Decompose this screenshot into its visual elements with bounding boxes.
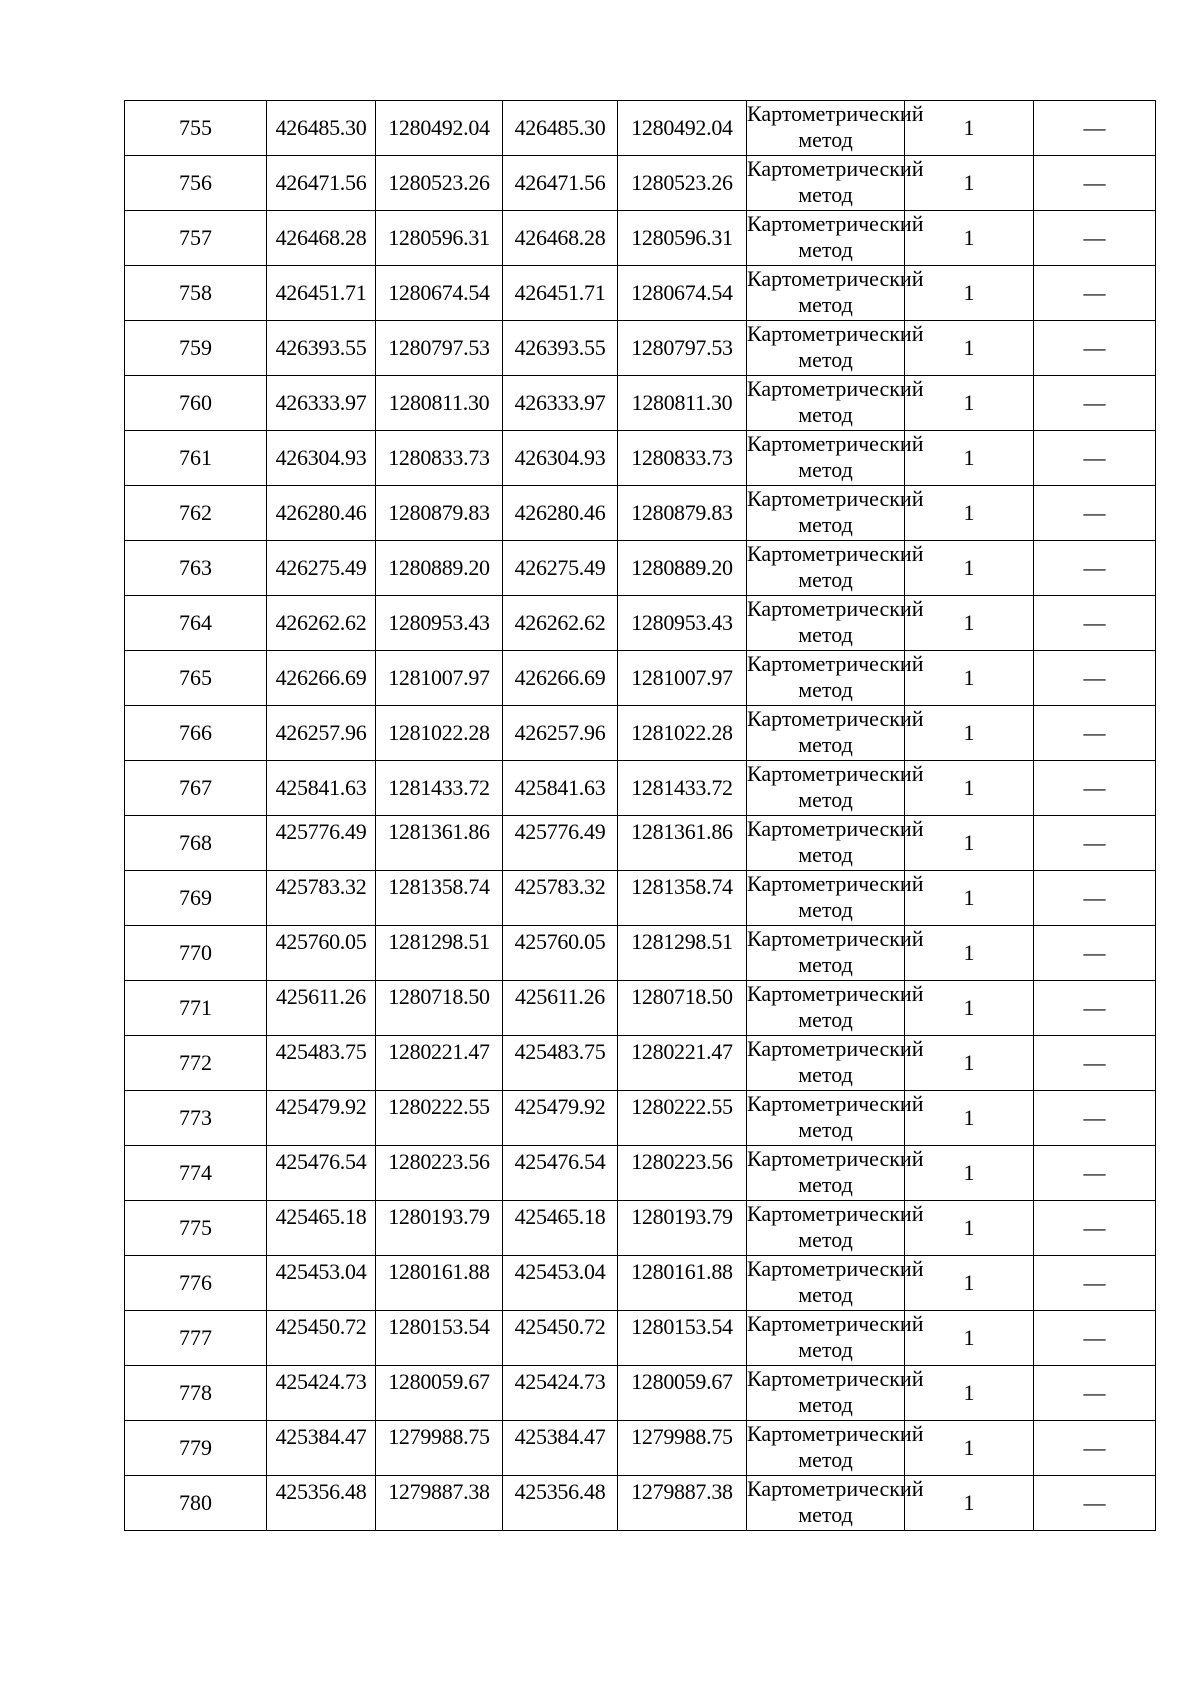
point-number-cell: 761 xyxy=(125,431,267,486)
table-row xyxy=(125,211,1156,266)
point-number-cell: 757 xyxy=(125,211,267,266)
y-coordinate-new-cell: 1281007.97 xyxy=(618,651,747,706)
y-coordinate-existing-cell: 1280811.30 xyxy=(376,376,503,431)
accuracy-cell: 1 xyxy=(905,321,1034,376)
y-coordinate-new-cell: 1280492.04 xyxy=(618,101,747,156)
y-coordinate-existing-cell: 1281433.72 xyxy=(376,761,503,816)
x-coordinate-new-cell: 426468.28 xyxy=(503,211,618,266)
x-coordinate-existing-cell: 425384.47 xyxy=(267,1421,376,1476)
accuracy-cell: 1 xyxy=(905,1476,1034,1531)
method-cell: Картометрический метод xyxy=(747,1421,905,1476)
y-coordinate-existing-cell: 1280492.04 xyxy=(376,101,503,156)
note-cell: — xyxy=(1034,1036,1156,1091)
method-cell: Картометрический метод xyxy=(747,1311,905,1366)
y-coordinate-new-cell: 1280523.26 xyxy=(618,156,747,211)
table-row xyxy=(125,926,1156,981)
table-row xyxy=(125,761,1156,816)
x-coordinate-new-cell: 426393.55 xyxy=(503,321,618,376)
x-coordinate-new-cell: 426451.71 xyxy=(503,266,618,321)
note-cell: — xyxy=(1034,926,1156,981)
accuracy-cell: 1 xyxy=(905,376,1034,431)
table-row xyxy=(125,1421,1156,1476)
note-cell: — xyxy=(1034,376,1156,431)
x-coordinate-new-cell: 425479.92 xyxy=(503,1091,618,1146)
y-coordinate-new-cell: 1280222.55 xyxy=(618,1091,747,1146)
method-cell: Картометрический метод xyxy=(747,1366,905,1421)
x-coordinate-new-cell: 425841.63 xyxy=(503,761,618,816)
accuracy-cell: 1 xyxy=(905,1036,1034,1091)
note-cell: — xyxy=(1034,266,1156,321)
method-cell: Картометрический метод xyxy=(747,376,905,431)
x-coordinate-existing-cell: 426304.93 xyxy=(267,431,376,486)
method-cell: Картометрический метод xyxy=(747,1201,905,1256)
y-coordinate-new-cell: 1280889.20 xyxy=(618,541,747,596)
note-cell: — xyxy=(1034,1476,1156,1531)
x-coordinate-new-cell: 425424.73 xyxy=(503,1366,618,1421)
note-cell: — xyxy=(1034,1311,1156,1366)
y-coordinate-existing-cell: 1280161.88 xyxy=(376,1256,503,1311)
y-coordinate-existing-cell: 1281298.51 xyxy=(376,926,503,981)
method-cell: Картометрический метод xyxy=(747,816,905,871)
method-cell: Картометрический метод xyxy=(747,981,905,1036)
y-coordinate-existing-cell: 1281007.97 xyxy=(376,651,503,706)
point-number-cell: 759 xyxy=(125,321,267,376)
y-coordinate-new-cell: 1280153.54 xyxy=(618,1311,747,1366)
x-coordinate-existing-cell: 426485.30 xyxy=(267,101,376,156)
accuracy-cell: 1 xyxy=(905,211,1034,266)
y-coordinate-new-cell: 1279887.38 xyxy=(618,1476,747,1531)
x-coordinate-existing-cell: 425760.05 xyxy=(267,926,376,981)
point-number-cell: 767 xyxy=(125,761,267,816)
method-cell: Картометрический метод xyxy=(747,156,905,211)
y-coordinate-existing-cell: 1280596.31 xyxy=(376,211,503,266)
accuracy-cell: 1 xyxy=(905,1091,1034,1146)
point-number-cell: 773 xyxy=(125,1091,267,1146)
x-coordinate-existing-cell: 425783.32 xyxy=(267,871,376,926)
x-coordinate-new-cell: 426333.97 xyxy=(503,376,618,431)
accuracy-cell: 1 xyxy=(905,1201,1034,1256)
coordinates-table xyxy=(124,100,1156,1531)
x-coordinate-new-cell: 426280.46 xyxy=(503,486,618,541)
x-coordinate-new-cell: 426266.69 xyxy=(503,651,618,706)
accuracy-cell: 1 xyxy=(905,156,1034,211)
x-coordinate-new-cell: 425356.48 xyxy=(503,1476,618,1531)
method-cell: Картометрический метод xyxy=(747,211,905,266)
table-row xyxy=(125,1476,1156,1531)
method-cell: Картометрический метод xyxy=(747,1476,905,1531)
x-coordinate-new-cell: 425611.26 xyxy=(503,981,618,1036)
table-row xyxy=(125,1311,1156,1366)
method-cell: Картометрический метод xyxy=(747,1256,905,1311)
x-coordinate-existing-cell: 425450.72 xyxy=(267,1311,376,1366)
point-number-cell: 779 xyxy=(125,1421,267,1476)
method-cell: Картометрический метод xyxy=(747,321,905,376)
note-cell: — xyxy=(1034,1091,1156,1146)
x-coordinate-existing-cell: 426451.71 xyxy=(267,266,376,321)
y-coordinate-existing-cell: 1280523.26 xyxy=(376,156,503,211)
x-coordinate-new-cell: 425760.05 xyxy=(503,926,618,981)
note-cell: — xyxy=(1034,101,1156,156)
table-row xyxy=(125,651,1156,706)
y-coordinate-existing-cell: 1280193.79 xyxy=(376,1201,503,1256)
accuracy-cell: 1 xyxy=(905,1146,1034,1201)
point-number-cell: 760 xyxy=(125,376,267,431)
point-number-cell: 763 xyxy=(125,541,267,596)
x-coordinate-new-cell: 426304.93 xyxy=(503,431,618,486)
y-coordinate-new-cell: 1281358.74 xyxy=(618,871,747,926)
method-cell: Картометрический метод xyxy=(747,596,905,651)
y-coordinate-new-cell: 1281361.86 xyxy=(618,816,747,871)
y-coordinate-existing-cell: 1280797.53 xyxy=(376,321,503,376)
x-coordinate-new-cell: 426275.49 xyxy=(503,541,618,596)
table-row xyxy=(125,486,1156,541)
method-cell: Картометрический метод xyxy=(747,1036,905,1091)
point-number-cell: 768 xyxy=(125,816,267,871)
table-row xyxy=(125,156,1156,211)
y-coordinate-new-cell: 1280833.73 xyxy=(618,431,747,486)
note-cell: — xyxy=(1034,321,1156,376)
accuracy-cell: 1 xyxy=(905,871,1034,926)
note-cell: — xyxy=(1034,651,1156,706)
y-coordinate-existing-cell: 1280953.43 xyxy=(376,596,503,651)
accuracy-cell: 1 xyxy=(905,761,1034,816)
method-cell: Картометрический метод xyxy=(747,651,905,706)
method-cell: Картометрический метод xyxy=(747,266,905,321)
note-cell: — xyxy=(1034,761,1156,816)
accuracy-cell: 1 xyxy=(905,651,1034,706)
x-coordinate-new-cell: 425776.49 xyxy=(503,816,618,871)
method-cell: Картометрический метод xyxy=(747,926,905,981)
y-coordinate-existing-cell: 1280833.73 xyxy=(376,431,503,486)
point-number-cell: 766 xyxy=(125,706,267,761)
y-coordinate-new-cell: 1280811.30 xyxy=(618,376,747,431)
note-cell: — xyxy=(1034,1146,1156,1201)
x-coordinate-existing-cell: 426280.46 xyxy=(267,486,376,541)
table-row xyxy=(125,706,1156,761)
x-coordinate-existing-cell: 425356.48 xyxy=(267,1476,376,1531)
accuracy-cell: 1 xyxy=(905,1366,1034,1421)
x-coordinate-new-cell: 425476.54 xyxy=(503,1146,618,1201)
method-cell: Картометрический метод xyxy=(747,486,905,541)
y-coordinate-existing-cell: 1280674.54 xyxy=(376,266,503,321)
x-coordinate-existing-cell: 426257.96 xyxy=(267,706,376,761)
table-row xyxy=(125,1146,1156,1201)
accuracy-cell: 1 xyxy=(905,431,1034,486)
y-coordinate-existing-cell: 1280718.50 xyxy=(376,981,503,1036)
x-coordinate-new-cell: 425783.32 xyxy=(503,871,618,926)
x-coordinate-new-cell: 426471.56 xyxy=(503,156,618,211)
y-coordinate-new-cell: 1280596.31 xyxy=(618,211,747,266)
y-coordinate-existing-cell: 1280879.83 xyxy=(376,486,503,541)
x-coordinate-existing-cell: 425476.54 xyxy=(267,1146,376,1201)
note-cell: — xyxy=(1034,486,1156,541)
x-coordinate-existing-cell: 426468.28 xyxy=(267,211,376,266)
y-coordinate-new-cell: 1280221.47 xyxy=(618,1036,747,1091)
x-coordinate-new-cell: 425465.18 xyxy=(503,1201,618,1256)
y-coordinate-existing-cell: 1280222.55 xyxy=(376,1091,503,1146)
x-coordinate-existing-cell: 426393.55 xyxy=(267,321,376,376)
accuracy-cell: 1 xyxy=(905,266,1034,321)
y-coordinate-existing-cell: 1280889.20 xyxy=(376,541,503,596)
y-coordinate-existing-cell: 1279887.38 xyxy=(376,1476,503,1531)
point-number-cell: 755 xyxy=(125,101,267,156)
x-coordinate-existing-cell: 425776.49 xyxy=(267,816,376,871)
x-coordinate-new-cell: 426485.30 xyxy=(503,101,618,156)
accuracy-cell: 1 xyxy=(905,1256,1034,1311)
table-row xyxy=(125,596,1156,651)
note-cell: — xyxy=(1034,596,1156,651)
y-coordinate-existing-cell: 1280153.54 xyxy=(376,1311,503,1366)
y-coordinate-existing-cell: 1281022.28 xyxy=(376,706,503,761)
x-coordinate-new-cell: 425483.75 xyxy=(503,1036,618,1091)
table-row xyxy=(125,1036,1156,1091)
point-number-cell: 774 xyxy=(125,1146,267,1201)
point-number-cell: 778 xyxy=(125,1366,267,1421)
y-coordinate-existing-cell: 1279988.75 xyxy=(376,1421,503,1476)
note-cell: — xyxy=(1034,156,1156,211)
x-coordinate-new-cell: 425453.04 xyxy=(503,1256,618,1311)
note-cell: — xyxy=(1034,706,1156,761)
y-coordinate-new-cell: 1280223.56 xyxy=(618,1146,747,1201)
x-coordinate-existing-cell: 426471.56 xyxy=(267,156,376,211)
table-row xyxy=(125,981,1156,1036)
method-cell: Картометрический метод xyxy=(747,871,905,926)
table-row xyxy=(125,541,1156,596)
point-number-cell: 780 xyxy=(125,1476,267,1531)
note-cell: — xyxy=(1034,541,1156,596)
y-coordinate-existing-cell: 1281361.86 xyxy=(376,816,503,871)
method-cell: Картометрический метод xyxy=(747,431,905,486)
x-coordinate-new-cell: 426257.96 xyxy=(503,706,618,761)
table-body xyxy=(125,101,1156,1531)
table-row xyxy=(125,321,1156,376)
note-cell: — xyxy=(1034,431,1156,486)
x-coordinate-existing-cell: 426262.62 xyxy=(267,596,376,651)
point-number-cell: 769 xyxy=(125,871,267,926)
y-coordinate-new-cell: 1280161.88 xyxy=(618,1256,747,1311)
x-coordinate-existing-cell: 425453.04 xyxy=(267,1256,376,1311)
accuracy-cell: 1 xyxy=(905,981,1034,1036)
accuracy-cell: 1 xyxy=(905,706,1034,761)
point-number-cell: 764 xyxy=(125,596,267,651)
y-coordinate-new-cell: 1280193.79 xyxy=(618,1201,747,1256)
point-number-cell: 756 xyxy=(125,156,267,211)
table-row xyxy=(125,871,1156,926)
point-number-cell: 765 xyxy=(125,651,267,706)
note-cell: — xyxy=(1034,1366,1156,1421)
point-number-cell: 771 xyxy=(125,981,267,1036)
y-coordinate-new-cell: 1280797.53 xyxy=(618,321,747,376)
point-number-cell: 777 xyxy=(125,1311,267,1366)
table-row xyxy=(125,431,1156,486)
accuracy-cell: 1 xyxy=(905,486,1034,541)
y-coordinate-new-cell: 1281022.28 xyxy=(618,706,747,761)
point-number-cell: 758 xyxy=(125,266,267,321)
x-coordinate-new-cell: 426262.62 xyxy=(503,596,618,651)
table-row xyxy=(125,1366,1156,1421)
x-coordinate-new-cell: 425450.72 xyxy=(503,1311,618,1366)
accuracy-cell: 1 xyxy=(905,1421,1034,1476)
note-cell: — xyxy=(1034,981,1156,1036)
method-cell: Картометрический метод xyxy=(747,706,905,761)
table-row xyxy=(125,266,1156,321)
x-coordinate-existing-cell: 425611.26 xyxy=(267,981,376,1036)
y-coordinate-new-cell: 1279988.75 xyxy=(618,1421,747,1476)
note-cell: — xyxy=(1034,211,1156,266)
note-cell: — xyxy=(1034,871,1156,926)
x-coordinate-existing-cell: 425424.73 xyxy=(267,1366,376,1421)
table-row xyxy=(125,1091,1156,1146)
y-coordinate-new-cell: 1281298.51 xyxy=(618,926,747,981)
note-cell: — xyxy=(1034,1421,1156,1476)
table-row xyxy=(125,376,1156,431)
y-coordinate-existing-cell: 1280223.56 xyxy=(376,1146,503,1201)
note-cell: — xyxy=(1034,816,1156,871)
y-coordinate-new-cell: 1280879.83 xyxy=(618,486,747,541)
y-coordinate-existing-cell: 1280221.47 xyxy=(376,1036,503,1091)
method-cell: Картометрический метод xyxy=(747,1091,905,1146)
accuracy-cell: 1 xyxy=(905,926,1034,981)
method-cell: Картометрический метод xyxy=(747,1146,905,1201)
method-cell: Картометрический метод xyxy=(747,541,905,596)
x-coordinate-existing-cell: 426333.97 xyxy=(267,376,376,431)
point-number-cell: 772 xyxy=(125,1036,267,1091)
y-coordinate-new-cell: 1280674.54 xyxy=(618,266,747,321)
accuracy-cell: 1 xyxy=(905,1311,1034,1366)
table-row xyxy=(125,101,1156,156)
x-coordinate-existing-cell: 425479.92 xyxy=(267,1091,376,1146)
x-coordinate-existing-cell: 425465.18 xyxy=(267,1201,376,1256)
x-coordinate-existing-cell: 426266.69 xyxy=(267,651,376,706)
method-cell: Картометрический метод xyxy=(747,761,905,816)
y-coordinate-existing-cell: 1280059.67 xyxy=(376,1366,503,1421)
point-number-cell: 770 xyxy=(125,926,267,981)
accuracy-cell: 1 xyxy=(905,596,1034,651)
point-number-cell: 776 xyxy=(125,1256,267,1311)
y-coordinate-new-cell: 1280718.50 xyxy=(618,981,747,1036)
y-coordinate-new-cell: 1281433.72 xyxy=(618,761,747,816)
note-cell: — xyxy=(1034,1201,1156,1256)
accuracy-cell: 1 xyxy=(905,541,1034,596)
accuracy-cell: 1 xyxy=(905,816,1034,871)
x-coordinate-existing-cell: 426275.49 xyxy=(267,541,376,596)
y-coordinate-new-cell: 1280953.43 xyxy=(618,596,747,651)
note-cell: — xyxy=(1034,1256,1156,1311)
table-row xyxy=(125,1201,1156,1256)
table-row xyxy=(125,816,1156,871)
x-coordinate-existing-cell: 425841.63 xyxy=(267,761,376,816)
method-cell: Картометрический метод xyxy=(747,101,905,156)
accuracy-cell: 1 xyxy=(905,101,1034,156)
point-number-cell: 762 xyxy=(125,486,267,541)
x-coordinate-new-cell: 425384.47 xyxy=(503,1421,618,1476)
point-number-cell: 775 xyxy=(125,1201,267,1256)
y-coordinate-new-cell: 1280059.67 xyxy=(618,1366,747,1421)
y-coordinate-existing-cell: 1281358.74 xyxy=(376,871,503,926)
x-coordinate-existing-cell: 425483.75 xyxy=(267,1036,376,1091)
table-row xyxy=(125,1256,1156,1311)
